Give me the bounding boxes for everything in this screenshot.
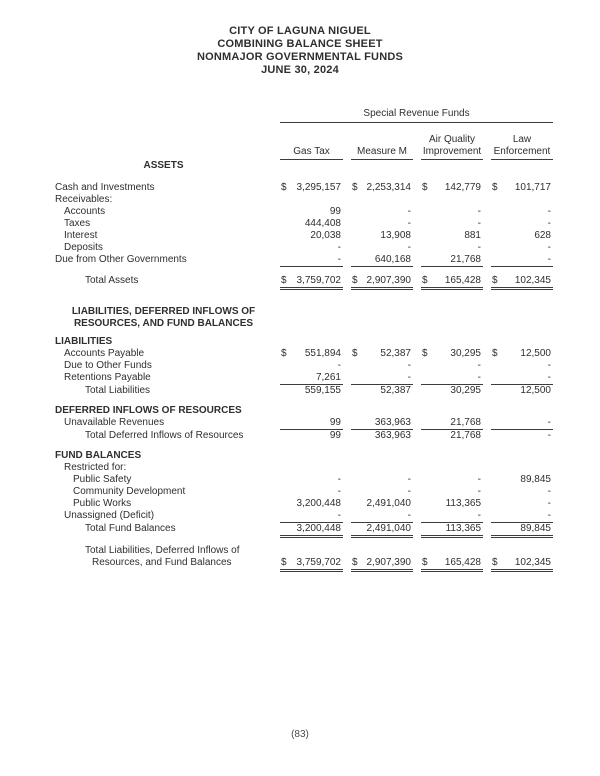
value-cell [280,318,343,330]
value-cell [351,523,413,538]
value-cell [421,474,483,486]
row-label: DEFERRED INFLOWS OF RESOURCES [55,405,242,416]
value-cell [351,194,413,206]
value-cell [421,405,483,417]
group-header: Special Revenue Funds [280,108,553,123]
row-spacer [55,397,555,405]
value-cell [491,360,553,372]
value-cell [280,498,343,510]
row-spacer [55,442,555,450]
table-row [55,306,555,318]
value-cell [421,318,483,330]
row-spacer [55,267,555,275]
value-cell [421,523,483,538]
document-title [0,25,600,77]
row-label: Community Development [73,486,186,497]
value: - [547,498,551,509]
value-cell [421,182,483,194]
value-cell [421,417,483,430]
value: 7,261 [315,372,341,383]
group-header-spacer [55,108,272,123]
row-label: Unassigned (Deficit) [64,510,155,521]
value: 89,845 [520,523,551,534]
value: - [407,486,411,497]
value-cell [421,557,483,572]
value-cell [421,306,483,318]
table-row [55,206,555,218]
value: 2,907,390 [366,275,411,286]
table-row [55,510,555,523]
value: - [337,254,341,265]
value-cell [351,254,413,267]
title-line-2: COMBINING BALANCE SHEET [217,38,383,50]
value: 3,200,448 [296,498,341,509]
value: - [477,360,481,371]
value-cell [491,498,553,510]
value: 99 [329,430,341,441]
value-cell [421,450,483,462]
value: 102,345 [514,275,551,286]
title-line-4: JUNE 30, 2024 [261,64,339,76]
value: 102,345 [514,557,551,568]
table-row [55,417,555,430]
value: 21,768 [450,430,481,441]
value-cell [421,462,483,474]
table-row [55,545,555,557]
value: - [407,206,411,217]
row-label: Total Fund Balances [85,523,176,534]
row-label: Due from Other Governments [55,254,187,265]
dollar-sign: $ [352,557,358,568]
value: - [477,486,481,497]
value-cell [351,182,413,194]
value-cell [351,372,413,385]
value: 3,759,702 [296,557,341,568]
dollar-sign: $ [492,348,498,359]
dollar-sign: $ [352,275,358,286]
table-row [55,523,555,538]
value: 99 [329,206,341,217]
value: - [337,474,341,485]
value: - [547,206,551,217]
value-cell [351,385,413,397]
value-cell [351,474,413,486]
value-cell [280,218,343,230]
value-cell [351,360,413,372]
value-cell [491,206,553,218]
value-cell [351,486,413,498]
row-label: Deposits [64,242,103,253]
table-row [55,462,555,474]
value: 89,845 [520,474,551,485]
column-header-gas-tax: Gas Tax [280,125,343,160]
value-cell [280,348,343,360]
value: 2,907,390 [366,557,411,568]
column-header-row [55,125,555,160]
row-label: RESOURCES, AND FUND BALANCES [73,318,254,329]
row-label: Interest [64,230,98,241]
dollar-sign: $ [492,557,498,568]
page-number: (83) [291,729,309,740]
table-row [55,348,555,360]
row-label: Total Liabilities, Deferred Inflows of [85,545,240,556]
row-label: Cash and Investments [55,182,155,193]
row-label: Total Deferred Inflows of Resources [85,430,244,441]
value: - [337,510,341,521]
value-cell [421,486,483,498]
value: - [547,242,551,253]
value: 142,779 [444,182,481,193]
value-cell [280,182,343,194]
value: - [407,474,411,485]
value-cell [491,430,553,442]
value-cell [351,275,413,290]
table-row [55,318,555,330]
value-cell [280,206,343,218]
value-cell [280,160,343,172]
value: 2,491,040 [366,523,411,534]
value: 113,365 [445,523,481,534]
row-label: LIABILITIES, DEFERRED INFLOWS OF [71,306,256,317]
value-cell [280,194,343,206]
value: 3,759,702 [296,275,341,286]
row-label: LIABILITIES [55,336,113,347]
row-label: Due to Other Funds [64,360,152,371]
column-header-spacer [55,125,272,160]
value: 3,200,448 [296,523,341,534]
table-row [55,254,555,267]
value: 20,038 [310,230,341,241]
row-spacer [55,538,555,545]
value-cell [491,242,553,254]
value-cell [280,385,343,397]
value-cell [491,557,553,572]
value-cell [280,254,343,267]
table-row [55,474,555,486]
value-cell [280,360,343,372]
row-label: Receivables: [55,194,113,205]
value: - [477,474,481,485]
value-cell [421,254,483,267]
value-cell [280,230,343,242]
value: 52,387 [380,348,411,359]
value-cell [351,405,413,417]
value: 640,168 [374,254,411,265]
row-spacer [55,172,555,182]
table-row [55,242,555,254]
value-cell [280,474,343,486]
dollar-sign: $ [492,182,498,193]
column-header-measure-m: Measure M [351,125,413,160]
value: - [547,510,551,521]
value: - [407,360,411,371]
value: - [547,417,551,428]
value-cell [421,275,483,290]
value-cell [491,275,553,290]
dollar-sign: $ [352,182,358,193]
table-row [55,360,555,372]
value-cell [491,254,553,267]
value-cell [491,385,553,397]
dollar-sign: $ [281,348,287,359]
value: - [547,360,551,371]
value-cell [491,372,553,385]
value: - [407,218,411,229]
row-label: ASSETS [143,160,184,171]
row-label: FUND BALANCES [55,450,142,461]
value: - [477,510,481,521]
value-cell [491,523,553,538]
value-cell [351,218,413,230]
value-cell [351,336,413,348]
value: 12,500 [520,348,551,359]
value: 13,908 [380,230,411,241]
value-cell [351,348,413,360]
value: - [547,372,551,383]
value-cell [491,230,553,242]
value: 21,768 [450,254,481,265]
value-cell [421,160,483,172]
value-cell [351,318,413,330]
table-row [55,557,555,572]
value: 2,253,314 [366,182,411,193]
dollar-sign: $ [492,275,498,286]
value-cell [491,306,553,318]
row-label: Retentions Payable [64,372,151,383]
value-cell [280,405,343,417]
row-label: Restricted for: [64,462,127,473]
row-label: Total Assets [85,275,139,286]
table-row [55,218,555,230]
value: 363,963 [374,417,411,428]
value-cell [280,275,343,290]
value-cell [491,182,553,194]
value-cell [351,430,413,442]
value-cell [421,498,483,510]
value: 3,295,157 [296,182,341,193]
value-cell [421,372,483,385]
dollar-sign: $ [422,182,428,193]
value-cell [421,206,483,218]
value: 99 [329,417,341,428]
value-cell [491,348,553,360]
value-cell [280,523,343,538]
table-row [55,336,555,348]
value-cell [421,242,483,254]
value: - [547,486,551,497]
value: 2,491,040 [366,498,411,509]
value-cell [280,545,343,557]
value-cell [491,462,553,474]
row-label: Unavailable Revenues [64,417,165,428]
column-header-air-quality: Air Quality Improvement [421,125,483,160]
value-cell [280,450,343,462]
table-row [55,160,555,172]
value-cell [421,360,483,372]
value: 12,500 [520,385,551,396]
table-row [55,182,555,194]
table-row [55,405,555,417]
dollar-sign: $ [422,275,428,286]
column-header-law-enforcement: Law Enforcement [491,125,553,160]
row-label: Public Safety [73,474,132,485]
value: 101,717 [514,182,551,193]
value: - [337,242,341,253]
value-cell [491,336,553,348]
value-cell [280,306,343,318]
row-label: Taxes [64,218,91,229]
value-cell [491,450,553,462]
title-line-1: CITY OF LAGUNA NIGUEL [229,25,371,37]
value-cell [421,218,483,230]
value: - [337,486,341,497]
value-cell [280,336,343,348]
value-cell [421,230,483,242]
row-spacer [55,290,555,306]
table-row [55,450,555,462]
value: - [547,218,551,229]
value: 628 [534,230,551,241]
value-cell [351,462,413,474]
value-cell [421,336,483,348]
value: - [407,510,411,521]
value-cell [491,545,553,557]
value: 165,428 [444,557,481,568]
value-cell [421,545,483,557]
balance-sheet-table [55,108,555,572]
value-cell [351,545,413,557]
table-row [55,372,555,385]
value-cell [491,474,553,486]
value-cell [491,318,553,330]
dollar-sign: $ [281,275,287,286]
value-cell [351,242,413,254]
value-cell [421,510,483,523]
value: 52,387 [380,385,411,396]
value-cell [421,385,483,397]
value: 881 [464,230,481,241]
value-cell [491,160,553,172]
row-label: Total Liabilities [85,385,151,396]
value-cell [491,194,553,206]
value-cell [351,417,413,430]
value-cell [280,242,343,254]
dollar-sign: $ [422,557,428,568]
value-cell [280,510,343,523]
table-row [55,385,555,397]
value-cell [351,160,413,172]
value-cell [421,348,483,360]
row-label: Accounts [64,206,106,217]
value-cell [351,450,413,462]
table-body [55,160,555,572]
table-row [55,230,555,242]
value-cell [491,510,553,523]
value: - [407,242,411,253]
value-cell [280,430,343,442]
value-cell [351,498,413,510]
table-row [55,194,555,206]
dollar-sign: $ [422,348,428,359]
value: 30,295 [450,348,481,359]
dollar-sign: $ [352,348,358,359]
value: 113,365 [445,498,481,509]
dollar-sign: $ [281,557,287,568]
value-cell [280,462,343,474]
value: 559,155 [304,385,341,396]
value: - [407,372,411,383]
value: 30,295 [450,385,481,396]
value: - [547,430,551,441]
value: 551,894 [304,348,341,359]
value-cell [421,194,483,206]
value-cell [421,430,483,442]
value: - [547,254,551,265]
value: - [477,206,481,217]
value-cell [351,230,413,242]
table-row [55,430,555,442]
value: 165,428 [444,275,481,286]
value-cell [351,306,413,318]
value: - [477,218,481,229]
group-header-row [55,108,555,123]
value-cell [491,417,553,430]
value-cell [351,206,413,218]
value-cell [280,372,343,385]
value: - [337,360,341,371]
value-cell [280,417,343,430]
value-cell [491,486,553,498]
value: 363,963 [374,430,411,441]
value: - [477,242,481,253]
table-row [55,486,555,498]
value-cell [491,218,553,230]
value: - [477,372,481,383]
dollar-sign: $ [281,182,287,193]
value-cell [280,557,343,572]
row-label: Resources, and Fund Balances [92,557,232,568]
table-row [55,498,555,510]
row-label: Accounts Payable [64,348,145,359]
title-line-3: NONMAJOR GOVERNMENTAL FUNDS [196,51,404,63]
value-cell [491,405,553,417]
value: 21,768 [450,417,481,428]
row-label: Public Works [73,498,132,509]
value-cell [351,510,413,523]
value: 444,408 [304,218,341,229]
value-cell [351,557,413,572]
value-cell [280,486,343,498]
table-row [55,275,555,290]
